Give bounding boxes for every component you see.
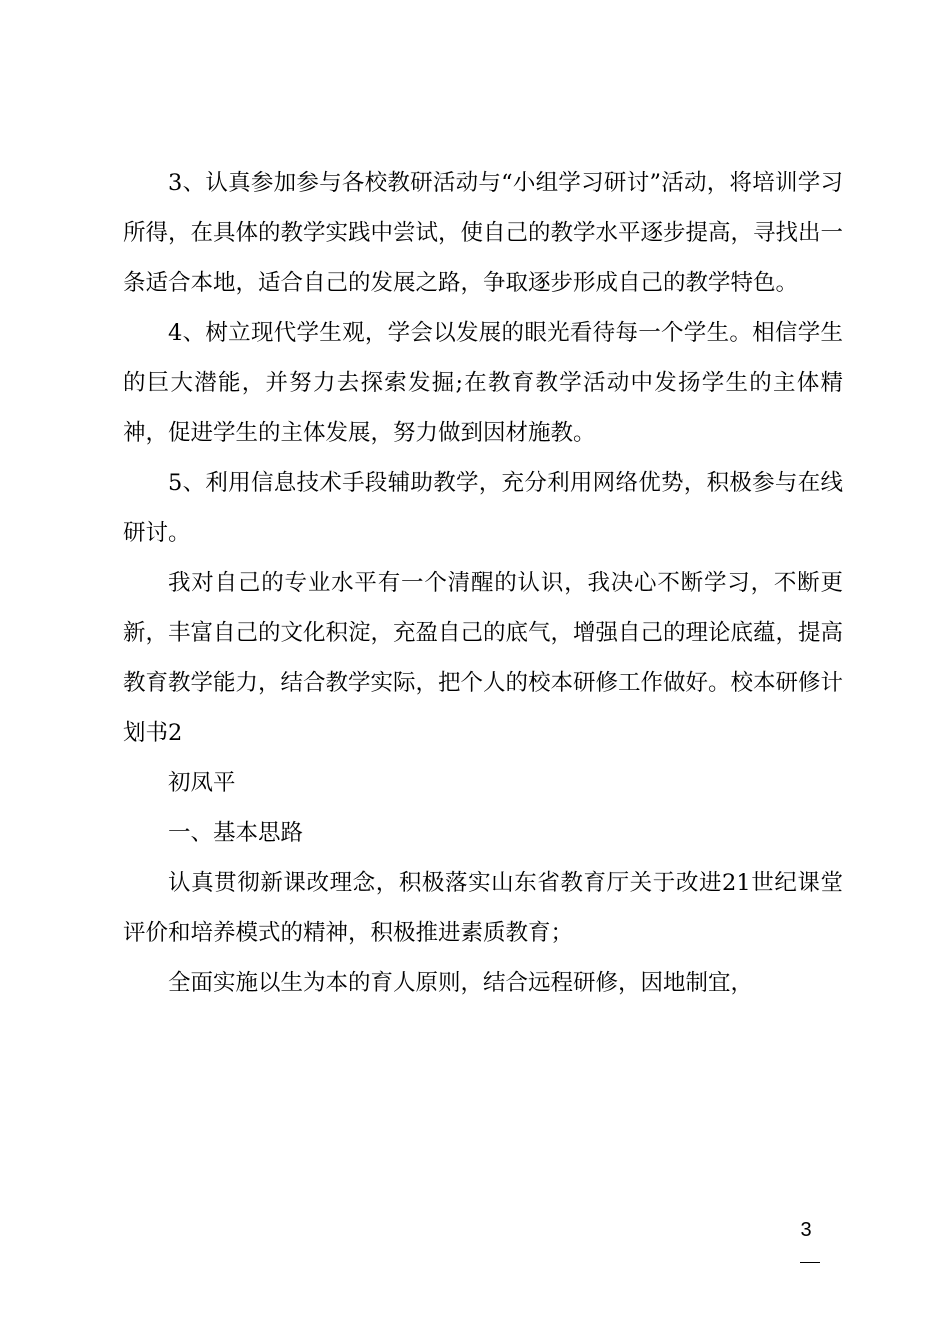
paragraph-item-3: 3、认真参加参与各校教研活动与“小组学习研讨”活动，将培训学习所得，在具体的教学实践中尝试，使自己的教学水平逐步提高，寻找出一条适合本地，适合自己的发展之路，争取逐步形成自己的教学特色。 [123, 170, 844, 296]
paragraph-implementation: 全面实施以生为本的育人原则，结合远程研修，因地制宜， [168, 970, 754, 996]
paragraph-conclusion: 我对自己的专业水平有一个清醒的认识，我决心不断学习，不断更新，丰富自己的文化积淀，充盈自己的底气，增强自己的理论底蕴，提高教育教学能力，结合教学实际，把个人的校本研修工作做好。校本研修计划书2 [123, 570, 844, 746]
page-number: 3 [800, 1219, 812, 1241]
paragraph-item-5: 5、利用信息技术手段辅助教学，充分利用网络优势，积极参与在线研讨。 [123, 470, 843, 546]
footer-divider [800, 1262, 820, 1263]
paragraph-basic-idea: 认真贯彻新课改理念，积极落实山东省教育厅关于改进21世纪课堂评价和培养模式的精神，积极推进素质教育； [123, 870, 843, 946]
document-body [123, 158, 843, 1008]
author-name: 初凤平 [168, 770, 236, 796]
section-heading: 一、基本思路 [168, 820, 304, 846]
paragraph-item-4: 4、树立现代学生观，学会以发展的眼光看待每一个学生。相信学生的巨大潜能，并努力去探索发掘;在教育教学活动中发扬学生的主体精神，促进学生的主体发展，努力做到因材施教。 [123, 320, 843, 446]
